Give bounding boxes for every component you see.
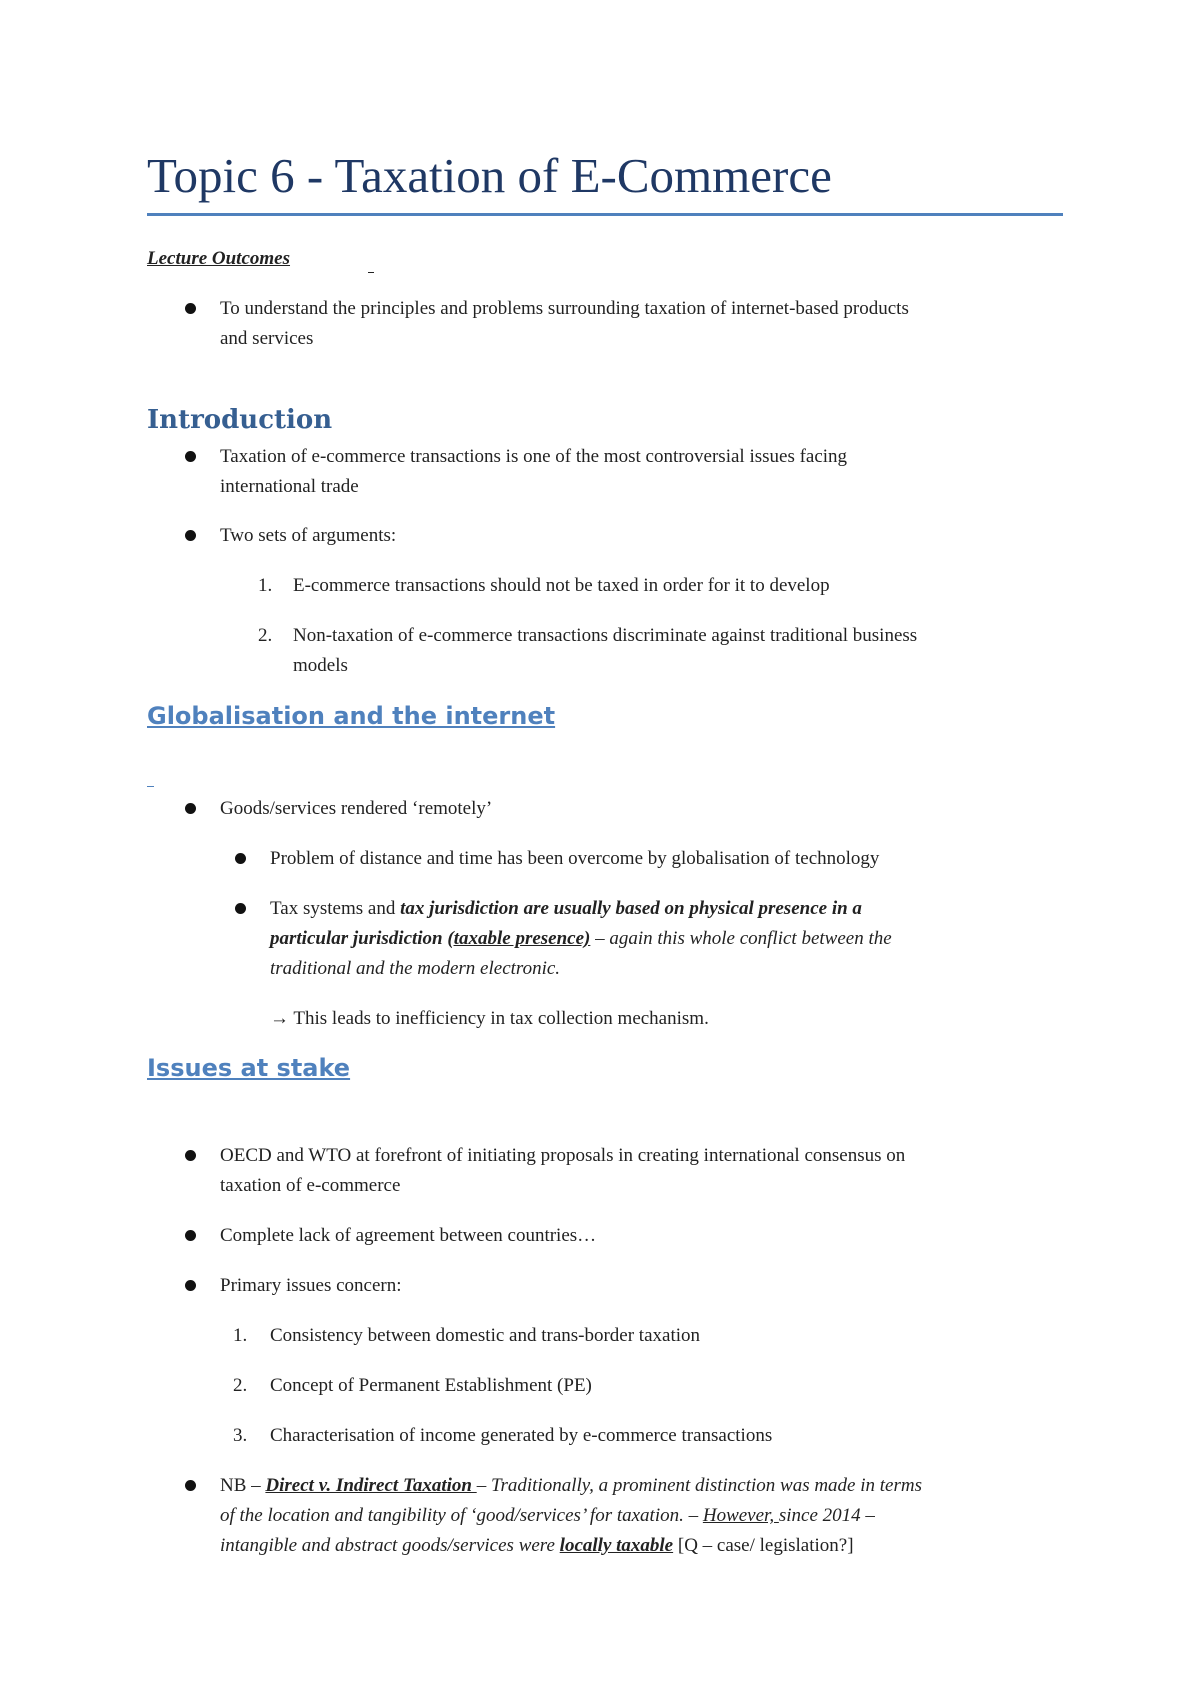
emphasis-text: tax jurisdiction are usually based on physical presence in a — [400, 898, 862, 919]
text-run: Tax systems and — [270, 898, 401, 919]
intro-numbered-2-line-2: models — [293, 655, 348, 676]
bullet-icon — [185, 1150, 196, 1161]
bullet-icon — [185, 1480, 196, 1491]
issues-bullet-1-line-2: taxation of e-commerce — [220, 1175, 401, 1196]
outcome-line-2: and services — [220, 328, 314, 349]
heading-dash-mark — [147, 786, 154, 787]
globalisation-heading: Globalisation and the internet — [147, 702, 556, 730]
list-number: 1. — [233, 1325, 248, 1346]
bullet-icon — [185, 1230, 196, 1241]
issues-bullet-1-line-1: OECD and WTO at forefront of initiating proposals in creating international consensus on — [220, 1145, 906, 1166]
issues-bullet-2: Complete lack of agreement between countries… — [220, 1225, 597, 1246]
text-run: This leads to inefficiency in tax collection mechanism. — [289, 1008, 709, 1029]
issues-numbered-3: Characterisation of income generated by e-commerce transactions — [270, 1425, 773, 1446]
issues-numbered-1: Consistency between domestic and trans-border taxation — [270, 1325, 701, 1346]
bullet-icon — [235, 903, 246, 914]
list-number: 1. — [258, 575, 273, 596]
intro-bullet-2: Two sets of arguments: — [220, 525, 397, 546]
bullet-icon — [185, 451, 196, 462]
emphasis-text: (taxable presence) — [447, 928, 591, 949]
lecture-outcomes-heading: Lecture Outcomes — [147, 248, 291, 269]
emphasis-text: particular jurisdiction — [270, 928, 443, 949]
intro-numbered-2-line-1: Non-taxation of e-commerce transactions discriminate against traditional business — [293, 625, 918, 646]
title-underline-rule — [147, 213, 1063, 216]
introduction-heading: Introduction — [147, 405, 333, 435]
globalisation-bullet-1: Goods/services rendered ‘remotely’ — [220, 798, 493, 819]
issues-heading: Issues at stake — [147, 1054, 351, 1082]
list-number: 2. — [258, 625, 273, 646]
nb-line-3 — [220, 1531, 854, 1560]
outcome-line-1: To understand the principles and problems surrounding taxation of internet-based products — [220, 298, 909, 319]
globalisation-sub-bullet-2-line-2 — [270, 924, 892, 953]
bullet-icon — [185, 303, 196, 314]
globalisation-sub-bullet-2-line-1 — [270, 894, 862, 923]
issues-numbered-2: Concept of Permanent Establishment (PE) — [270, 1375, 592, 1396]
bullet-icon — [185, 1280, 196, 1291]
globalisation-sub-bullet-1: Problem of distance and time has been overcome by globalisation of technology — [270, 848, 880, 869]
arrow-conclusion — [270, 1004, 709, 1033]
nb-line-1 — [220, 1471, 922, 1500]
emphasis-text: locally taxable — [559, 1535, 674, 1556]
text-run: However, — [702, 1505, 779, 1526]
list-number: 2. — [233, 1375, 248, 1396]
text-run: – Traditionally, a prominent distinction was made in terms — [476, 1475, 922, 1496]
bullet-icon — [235, 853, 246, 864]
bullet-icon — [185, 530, 196, 541]
heading-dash-mark — [368, 272, 374, 273]
bullet-icon — [185, 803, 196, 814]
text-run: of the location and tangibility of ‘good/services’ for taxation. – — [220, 1505, 703, 1526]
emphasis-text: Direct v. Indirect Taxation — [265, 1475, 477, 1496]
intro-bullet-1-line-1: Taxation of e-commerce transactions is one of the most controversial issues facing — [220, 446, 848, 467]
intro-bullet-1-line-2: international trade — [220, 476, 359, 497]
text-run: since 2014 – — [778, 1505, 875, 1526]
page-title: Topic 6 - Taxation of E-Commerce — [147, 148, 832, 203]
globalisation-sub-bullet-2-line-3: traditional and the modern electronic. — [270, 958, 561, 979]
list-number: 3. — [233, 1425, 248, 1446]
text-run: – again this whole conflict between the — [590, 928, 892, 949]
nb-line-2 — [220, 1501, 875, 1530]
text-run: intangible and abstract goods/services were — [220, 1535, 560, 1556]
intro-numbered-1: E-commerce transactions should not be taxed in order for it to develop — [293, 575, 830, 596]
text-run: NB – — [220, 1475, 266, 1496]
text-run: [Q – case/ legislation?] — [673, 1535, 854, 1556]
arrow-right-icon: → — [270, 1008, 289, 1029]
issues-bullet-3: Primary issues concern: — [220, 1275, 402, 1296]
